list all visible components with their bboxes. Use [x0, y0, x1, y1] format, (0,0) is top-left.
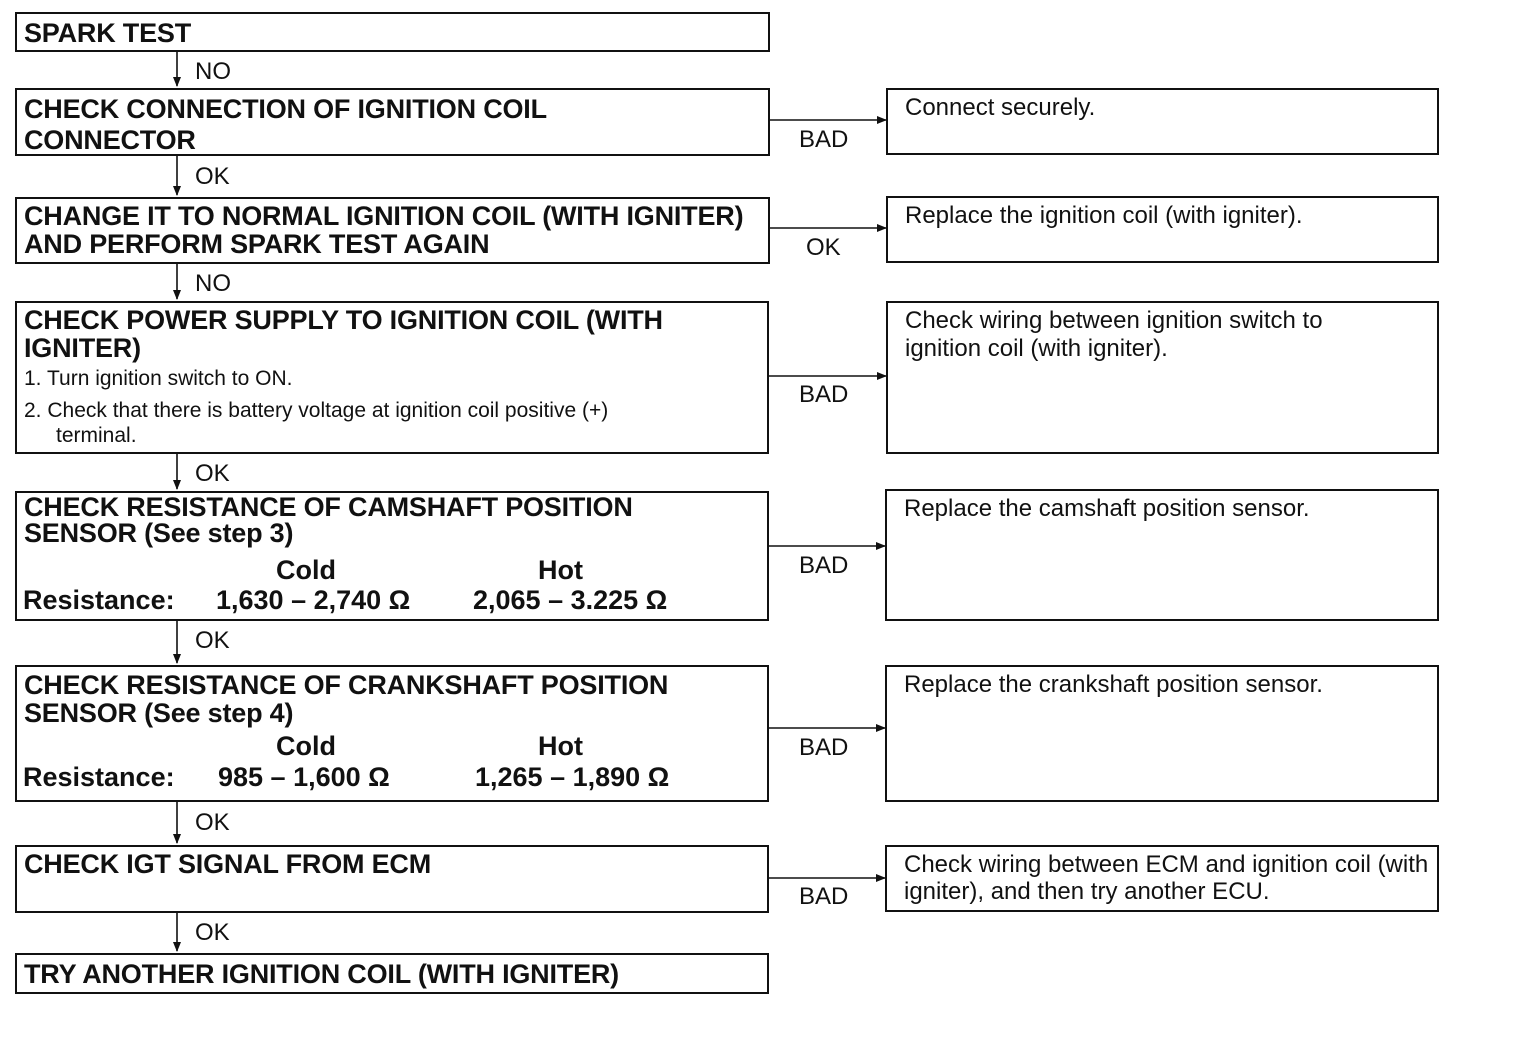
crankshaft-resistance-label: Resistance: — [23, 762, 175, 792]
label-bad-3: BAD — [799, 552, 849, 579]
try-coil-title: TRY ANOTHER IGNITION COIL (WITH IGNITER) — [24, 959, 619, 989]
try-coil-box — [15, 953, 769, 994]
replace-camshaft-action-box — [885, 489, 1439, 621]
replace-crankshaft-action-box — [885, 665, 1439, 802]
crankshaft-box — [15, 665, 769, 802]
crankshaft-hot-header: Hot — [538, 731, 583, 761]
power-supply-box — [15, 301, 769, 454]
igt-signal-box — [15, 845, 769, 913]
label-no-2: NO — [195, 270, 231, 297]
igt-signal-title: CHECK IGT SIGNAL FROM ECM — [24, 849, 432, 879]
change-coil-title: CHANGE IT TO NORMAL IGNITION COIL (WITH IGNITER) AND PERFORM SPARK TEST AGAIN — [24, 201, 744, 259]
wiring-ecm-action-box — [885, 845, 1439, 912]
camshaft-title: CHECK RESISTANCE OF CAMSHAFT POSITION SENSOR (See step 3) — [24, 492, 633, 548]
connect-action-box — [886, 88, 1439, 155]
coil-connector-title: CHECK CONNECTION OF IGNITION COIL CONNECTOR — [24, 94, 547, 155]
crankshaft-cold-header: Cold — [276, 731, 336, 761]
label-ok-side: OK — [806, 234, 841, 261]
camshaft-cold-header: Cold — [276, 555, 336, 585]
coil-connector-box — [15, 88, 770, 156]
label-no-1: NO — [195, 58, 231, 85]
camshaft-hot-header: Hot — [538, 555, 583, 585]
crankshaft-title: CHECK RESISTANCE OF CRANKSHAFT POSITION SENSOR (See step 4) — [24, 670, 669, 728]
label-bad-1: BAD — [799, 126, 849, 153]
camshaft-cold-value: 1,630 – 2,740 Ω — [216, 585, 411, 615]
label-ok-5: OK — [195, 919, 230, 946]
camshaft-resistance-label: Resistance: — [23, 585, 175, 615]
wiring-ecm-action-text: Check wiring between ECM and ignition coil (with igniter), and then try another ECU. — [904, 851, 1429, 905]
camshaft-box — [15, 491, 769, 621]
wiring-switch-action-text: Check wiring between ignition switch to ignition coil (with igniter). — [905, 307, 1323, 362]
power-supply-step-2-cont: terminal. — [56, 424, 137, 447]
label-bad-2: BAD — [799, 381, 849, 408]
label-bad-5: BAD — [799, 883, 849, 910]
label-ok-1: OK — [195, 163, 230, 190]
crankshaft-hot-value: 1,265 – 1,890 Ω — [475, 762, 670, 792]
label-ok-3: OK — [195, 627, 230, 654]
replace-camshaft-action-text: Replace the camshaft position sensor. — [904, 495, 1310, 522]
replace-crankshaft-action-text: Replace the crankshaft position sensor. — [904, 671, 1323, 698]
power-supply-title: CHECK POWER SUPPLY TO IGNITION COIL (WITH IGNITER) — [24, 305, 663, 363]
wiring-switch-action-box — [886, 301, 1439, 454]
camshaft-hot-value: 2,065 – 3.225 Ω — [473, 585, 668, 615]
replace-coil-action-box — [886, 196, 1439, 263]
spark-test-title: SPARK TEST — [24, 18, 192, 48]
label-bad-4: BAD — [799, 734, 849, 761]
spark-test-box — [15, 12, 770, 52]
change-coil-box — [15, 197, 770, 264]
label-ok-2: OK — [195, 460, 230, 487]
power-supply-step-1: 1. Turn ignition switch to ON. — [24, 367, 293, 390]
power-supply-step-2: 2. Check that there is battery voltage at ignition coil positive (+) — [24, 399, 609, 422]
label-ok-4: OK — [195, 809, 230, 836]
connect-action-text: Connect securely. — [905, 94, 1096, 121]
crankshaft-cold-value: 985 – 1,600 Ω — [218, 762, 390, 792]
replace-coil-action-text: Replace the ignition coil (with igniter). — [905, 202, 1303, 229]
